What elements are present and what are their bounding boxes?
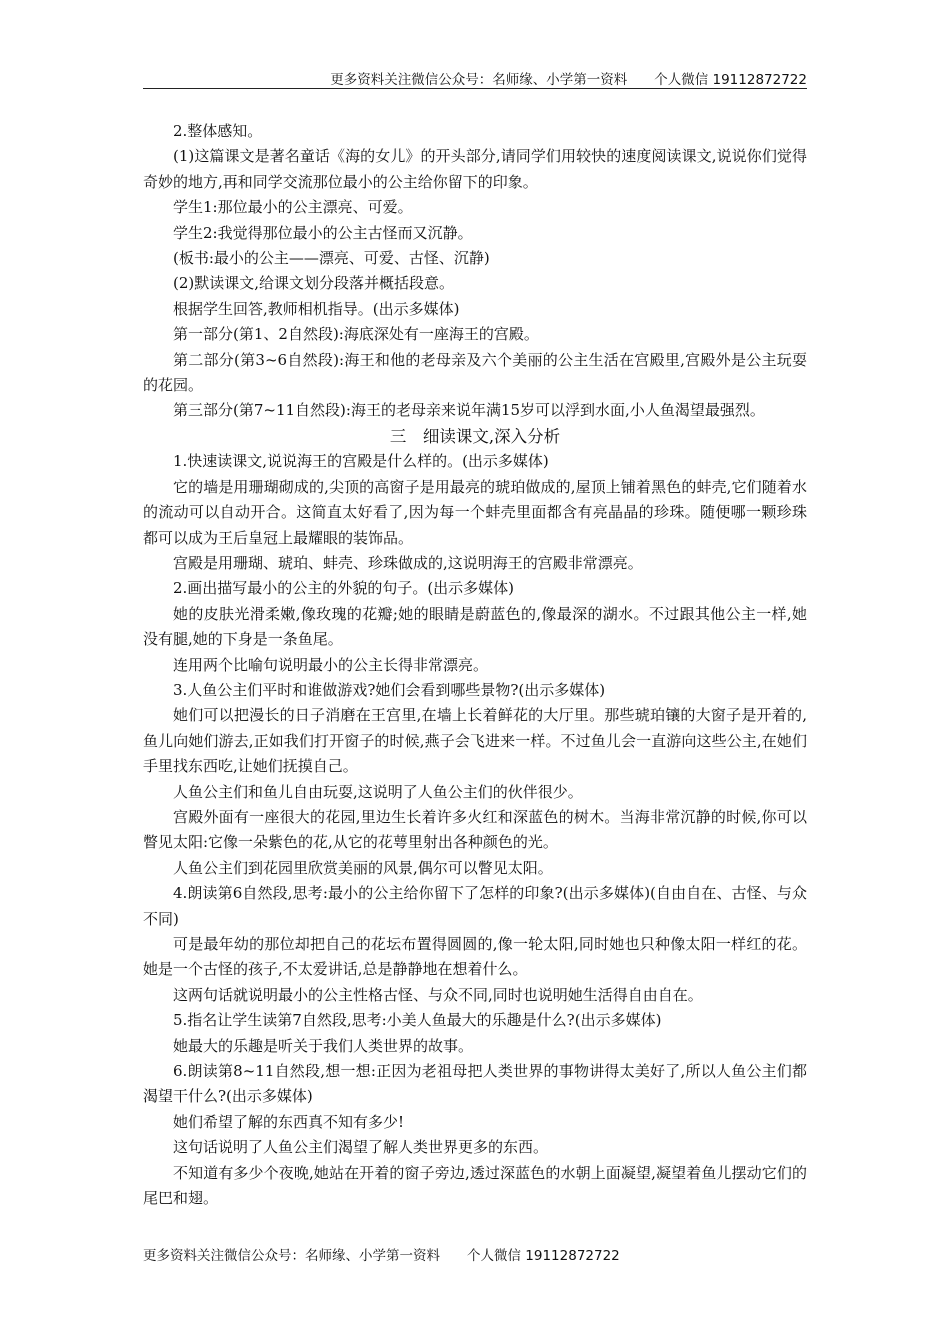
paragraph: 她的皮肤光滑柔嫩,像玫瑰的花瓣;她的眼睛是蔚蓝色的,像最深的湖水。不过跟其他公主一样,她没有腿,她的下身是一条鱼尾。 [143, 604, 807, 649]
paragraph: 它的墙是用珊瑚砌成的,尖顶的高窗子是用最亮的琥珀做成的,屋顶上铺着黑色的蚌壳,它们随着水的流动可以自动开合。这简直太好看了,因为每一个蚌壳里面都含有亮晶晶的珍珠。随便哪一颗珍珠都可以成为王后皇冠上最耀眼的装饰品。 [143, 477, 807, 547]
paragraph: 3.人鱼公主们平时和谁做游戏?她们会看到哪些景物?(出示多媒体) [173, 680, 606, 699]
paragraph: 2.画出描写最小的公主的外貌的句子。(出示多媒体) [173, 579, 515, 598]
paragraph: (板书:最小的公主——漂亮、可爱、古怪、沉静) [173, 249, 490, 268]
paragraph: 1.快速读课文,说说海王的宫殿是什么样的。(出示多媒体) [173, 452, 549, 471]
page-footer: 更多资料关注微信公众号：名师缘、小学第一资料 个人微信 19112872722 [143, 1248, 620, 1264]
paragraph: 4.朗读第6自然段,思考:最小的公主给你留下了怎样的印象?(出示多媒体)(自由自在、古怪、与众不同) [143, 884, 807, 928]
paragraph: 第三部分(第7~11自然段):海王的老母亲来说年满15岁可以浮到水面,小人鱼渴望最强烈。 [173, 401, 765, 420]
paragraph: 第二部分(第3~6自然段):海王和他的老母亲及六个美丽的公主生活在宫殿里,宫殿外是公主玩耍的花园。 [143, 350, 807, 395]
paragraph: 这句话说明了人鱼公主们渴望了解人类世界更多的东西。 [173, 1138, 549, 1157]
paragraph: 学生2:我觉得那位最小的公主古怪而又沉静。 [173, 223, 473, 242]
paragraph: 连用两个比喻句说明最小的公主长得非常漂亮。 [173, 655, 489, 674]
paragraph: 她们希望了解的东西真不知有多少! [173, 1112, 405, 1131]
paragraph: 学生1:那位最小的公主漂亮、可爱。 [173, 198, 413, 217]
paragraph: 这两句话就说明最小的公主性格古怪、与众不同,同时也说明她生活得自由自在。 [173, 985, 703, 1004]
paragraph: (2)默读课文,给课文划分段落并概括段意。 [173, 274, 455, 293]
paragraph: 第一部分(第1、2自然段):海底深处有一座海王的宫殿。 [173, 325, 539, 344]
paragraph: 她最大的乐趣是听关于我们人类世界的故事。 [173, 1036, 474, 1055]
paragraph: 根据学生回答,教师相机指导。(出示多媒体) [173, 299, 460, 318]
paragraph: 可是最年幼的那位却把自己的花坛布置得圆圆的,像一轮太阳,同时她也只种像太阳一样红的花。她是一个古怪的孩子,不太爱讲话,总是静静地在想着什么。 [143, 935, 807, 979]
paragraph: 6.朗读第8~11自然段,想一想:正因为老祖母把人类世界的事物讲得太美好了,所以人鱼公主们都渴望干什么?(出示多媒体) [143, 1062, 807, 1106]
paragraph: (1)这篇课文是著名童话《海的女儿》的开头部分,请同学们用较快的速度阅读课文,说说你们觉得奇妙的地方,再和同学交流那位最小的公主给你留下的印象。 [143, 147, 807, 191]
paragraph: 人鱼公主们和鱼儿自由玩耍,这说明了人鱼公主们的伙伴很少。 [173, 782, 583, 801]
section-title: 三 细读课文,深入分析 [389, 426, 561, 446]
paragraph: 人鱼公主们到花园里欣赏美丽的风景,偶尔可以瞥见太阳。 [173, 858, 553, 877]
paragraph: 她们可以把漫长的日子消磨在王宫里,在墙上长着鲜花的大厅里。那些琥珀镶的大窗子是开着的,鱼儿向她们游去,正如我们打开窗子的时候,燕子会飞进来一样。不过鱼儿会一直游向这些公主,在她们手里找东西吃,让她们抚摸自己。 [143, 706, 807, 776]
document-body [143, 119, 807, 1211]
paragraph: 不知道有多少个夜晚,她站在开着的窗子旁边,透过深蓝色的水朝上面凝望,凝望着鱼儿摆动它们的尾巴和翅。 [143, 1163, 807, 1208]
paragraph: 宫殿是用珊瑚、琥珀、蚌壳、珍珠做成的,这说明海王的宫殿非常漂亮。 [173, 553, 643, 572]
page-header [143, 66, 807, 89]
paragraph: 5.指名让学生读第7自然段,思考:小美人鱼最大的乐趣是什么?(出示多媒体) [173, 1011, 662, 1030]
paragraph: 宫殿外面有一座很大的花园,里边生长着许多火红和深蓝色的树木。当海非常沉静的时候,你可以瞥见太阳:它像一朵紫色的花,从它的花萼里射出各种颜色的光。 [143, 807, 807, 852]
paragraph: 2.整体感知。 [173, 122, 263, 140]
header-text: 更多资料关注微信公众号：名师缘、小学第一资料 个人微信 19112872722 [330, 72, 807, 88]
